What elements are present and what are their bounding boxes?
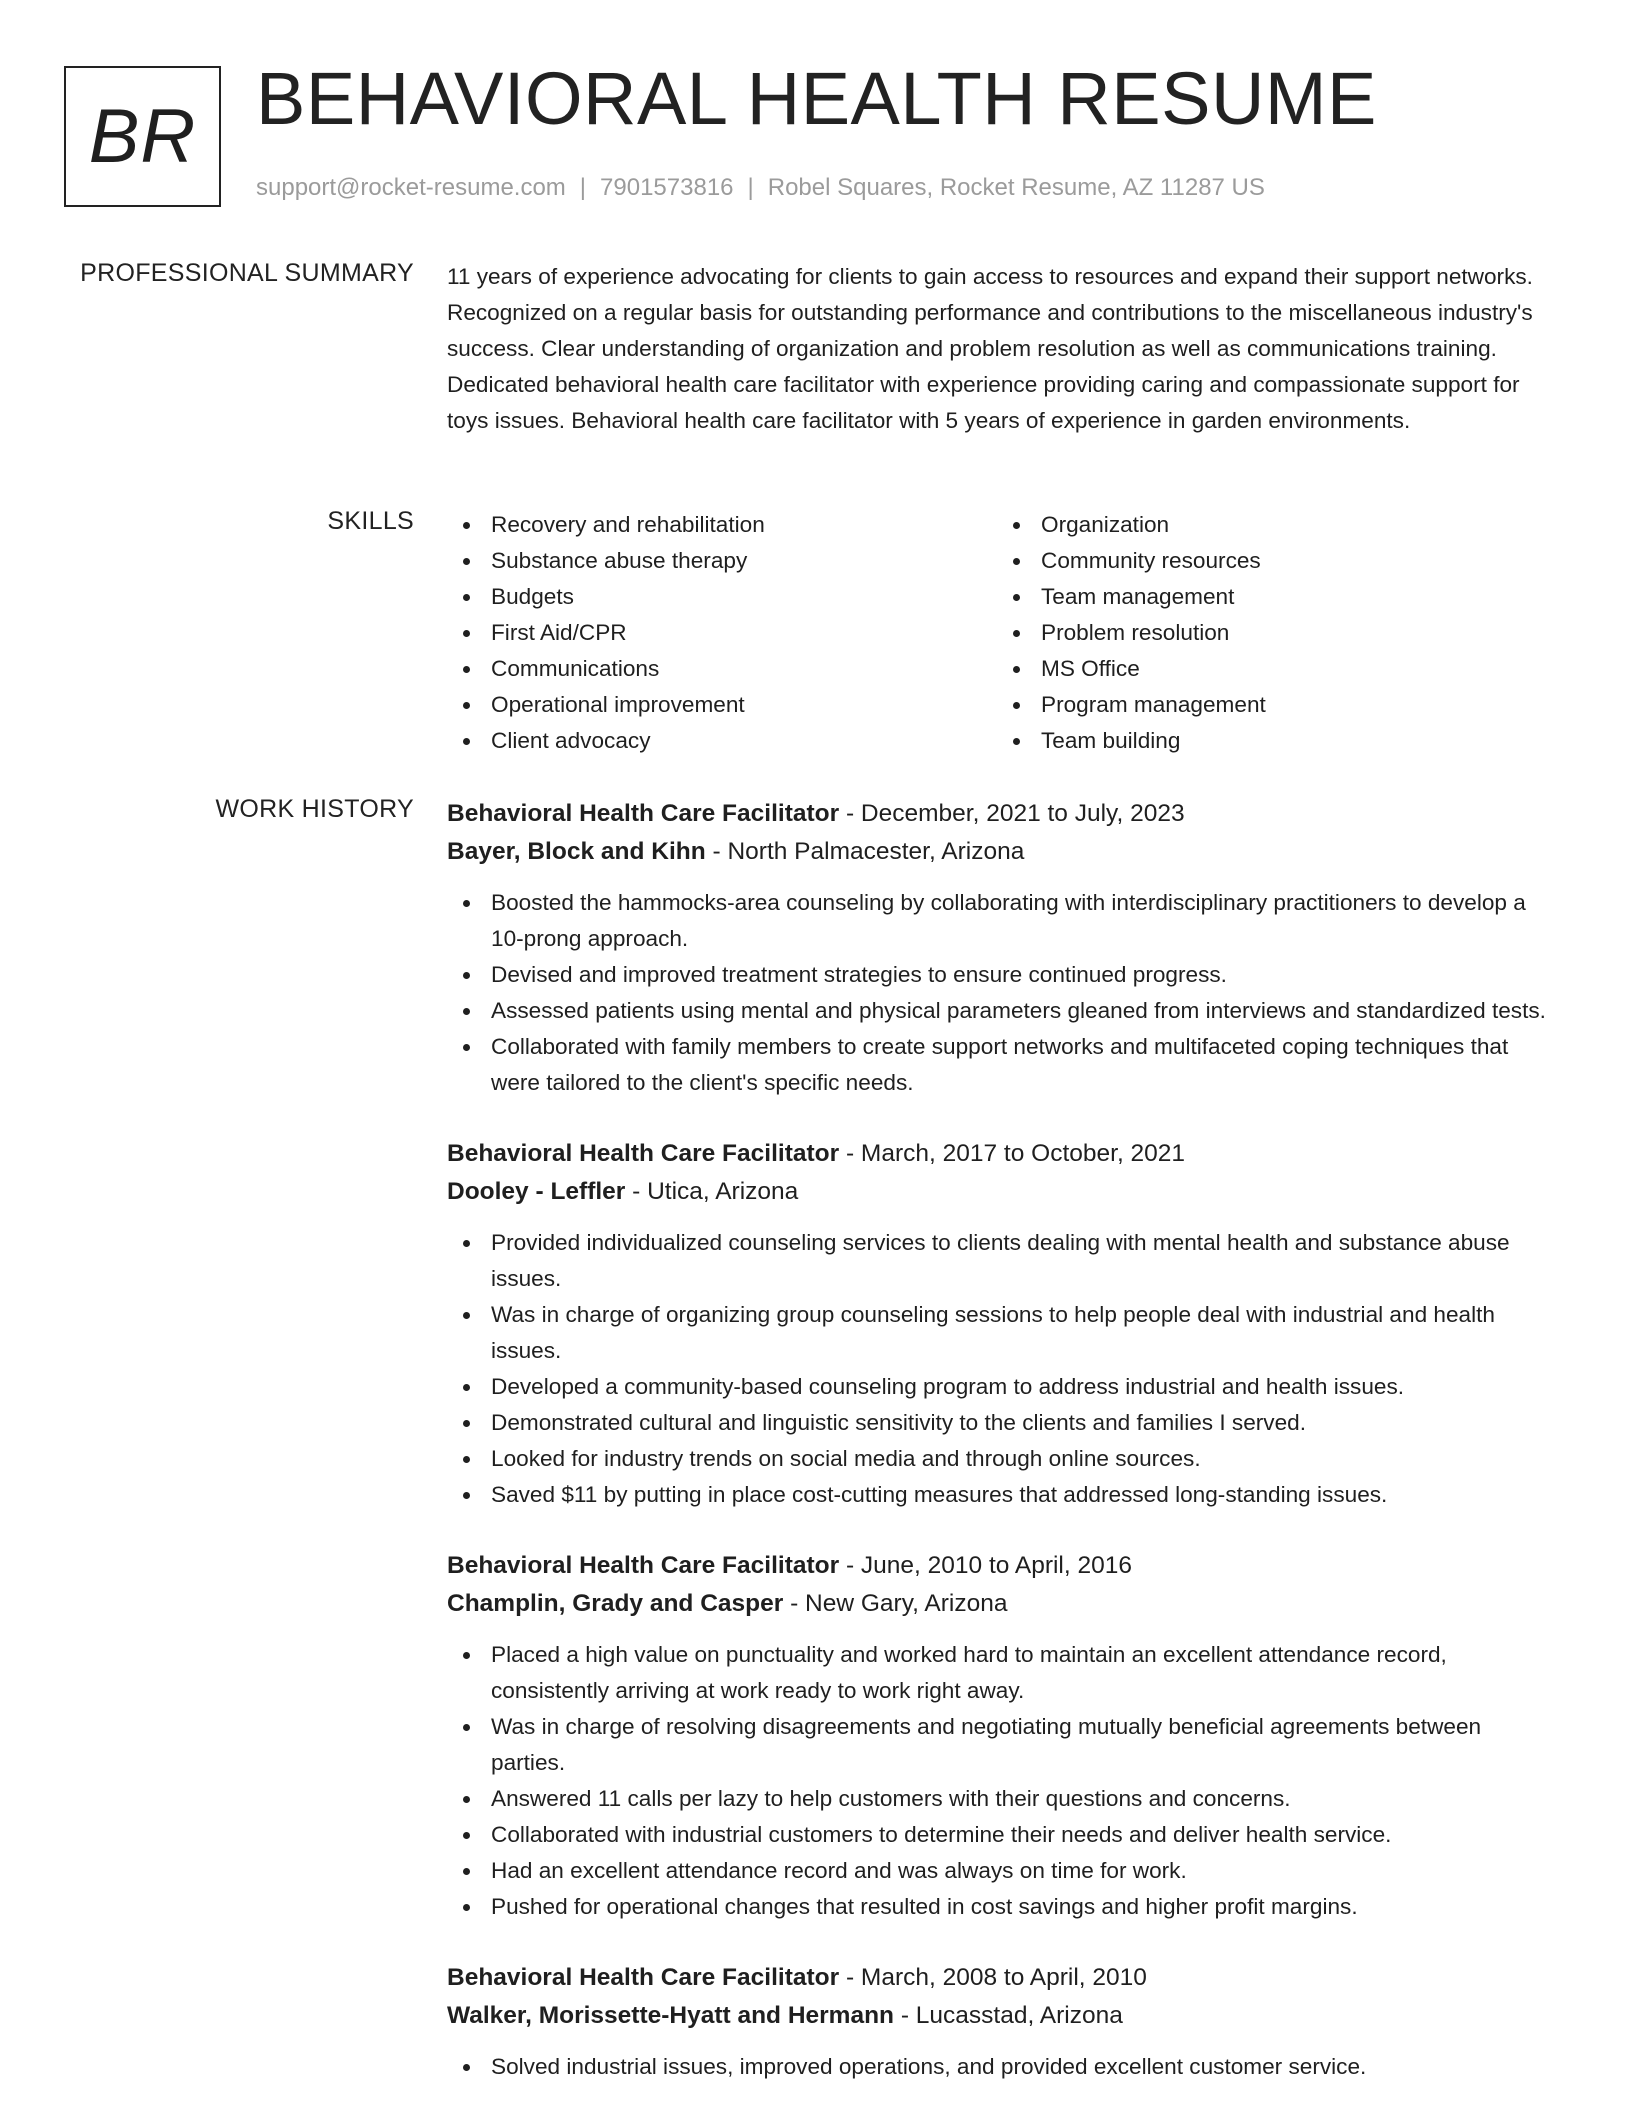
skill-item: MS Office: [997, 651, 1547, 687]
job-title-line: [447, 795, 1557, 833]
job-title: Behavioral Health Care Facilitator: [447, 1552, 840, 1579]
skill-item: Recovery and rehabilitation: [447, 507, 997, 543]
job-company: Bayer, Block and Kihn: [447, 838, 706, 865]
job-entry: [447, 1959, 1557, 2085]
skills-body: [447, 507, 1557, 759]
contact-address: Robel Squares, Rocket Resume, AZ 11287 US: [767, 174, 1265, 201]
skills-column-right: [997, 507, 1547, 759]
job-bullet: Developed a community-based counseling program to address industrial and health issues.: [447, 1369, 1557, 1405]
skill-item: Substance abuse therapy: [447, 543, 997, 579]
job-entry: [447, 1547, 1557, 1925]
summary-label: PROFESSIONAL SUMMARY: [80, 259, 414, 287]
skills-column-left: [447, 507, 997, 759]
job-company-line: [447, 1173, 1557, 1211]
job-location: - New Gary, Arizona: [783, 1590, 1008, 1617]
skills-label: SKILLS: [327, 507, 414, 535]
job-bullet: Solved industrial issues, improved operations, and provided excellent customer service.: [447, 2049, 1557, 2085]
job-bullet-list: [447, 1225, 1557, 1513]
skill-item: Client advocacy: [447, 723, 997, 759]
skill-item: Budgets: [447, 579, 997, 615]
job-company-line: [447, 1997, 1557, 2035]
job-bullet: Pushed for operational changes that resulted in cost savings and higher profit margins.: [447, 1889, 1557, 1925]
job-bullet: Saved $11 by putting in place cost-cutting measures that addressed long-standing issues.: [447, 1477, 1557, 1513]
job-company: Dooley - Leffler: [447, 1178, 626, 1205]
job-bullet: Demonstrated cultural and linguistic sensitivity to the clients and families I served.: [447, 1405, 1557, 1441]
resume-title: BEHAVIORAL HEALTH RESUME: [256, 57, 1377, 140]
job-bullet: Provided individualized counseling services to clients dealing with mental health and substance abuse issues.: [447, 1225, 1557, 1297]
contact-separator: |: [579, 174, 587, 201]
skill-item: Team building: [997, 723, 1547, 759]
job-location: - North Palmacester, Arizona: [705, 838, 1025, 865]
work-history-label: WORK HISTORY: [215, 795, 414, 823]
job-bullet: Assessed patients using mental and physical parameters gleaned from interviews and standardized tests.: [447, 993, 1557, 1029]
skill-item: First Aid/CPR: [447, 615, 997, 651]
skill-item: Team management: [997, 579, 1547, 615]
skill-item: Communications: [447, 651, 997, 687]
contact-line: [256, 174, 1265, 202]
job-bullet-list: [447, 885, 1557, 1101]
skill-item: Community resources: [997, 543, 1547, 579]
job-title-line: [447, 1135, 1557, 1173]
contact-phone: 7901573816: [600, 174, 734, 201]
job-title: Behavioral Health Care Facilitator: [447, 1964, 840, 1991]
job-title: Behavioral Health Care Facilitator: [447, 800, 840, 827]
job-location: - Utica, Arizona: [625, 1178, 799, 1205]
job-title-line: [447, 1959, 1557, 1997]
job-dates: - June, 2010 to April, 2016: [839, 1552, 1132, 1579]
job-dates: - March, 2017 to October, 2021: [839, 1140, 1186, 1167]
job-bullet: Devised and improved treatment strategies to ensure continued progress.: [447, 957, 1557, 993]
job-bullet: Placed a high value on punctuality and worked hard to maintain an excellent attendance record, consistently arriving at work ready to work right away.: [447, 1637, 1557, 1709]
summary-body: [447, 259, 1557, 439]
job-bullet-list: [447, 1637, 1557, 1925]
job-entry: [447, 1135, 1557, 1513]
job-bullet-list: [447, 2049, 1557, 2085]
monogram-box: [64, 66, 221, 207]
job-title: Behavioral Health Care Facilitator: [447, 1140, 840, 1167]
skill-item: Organization: [997, 507, 1547, 543]
monogram-initials: BR: [88, 94, 197, 179]
job-bullet: Looked for industry trends on social media and through online sources.: [447, 1441, 1557, 1477]
contact-separator: |: [747, 174, 754, 201]
job-location: - Lucasstad, Arizona: [894, 2002, 1123, 2029]
job-bullet: Had an excellent attendance record and was always on time for work.: [447, 1853, 1557, 1889]
skill-item: Operational improvement: [447, 687, 997, 723]
job-bullet: Answered 11 calls per lazy to help customers with their questions and concerns.: [447, 1781, 1557, 1817]
job-company: Walker, Morissette-Hyatt and Hermann: [447, 2002, 895, 2029]
job-dates: - March, 2008 to April, 2010: [839, 1964, 1147, 1991]
summary-text: 11 years of experience advocating for clients to gain access to resources and expand their support networks. Recognized on a regular basis for outstanding performance and contributions to the miscellaneous industry's success. Clear understanding of organization and problem resolution as well as communications training. Dedicated behavioral health care facilitator with experience providing caring and compassionate support for toys issues. Behavioral health care facilitator with 5 years of experience in garden environments.: [447, 264, 1533, 433]
job-entry: [447, 795, 1557, 1101]
job-company-line: [447, 1585, 1557, 1623]
job-company: Champlin, Grady and Casper: [447, 1590, 784, 1617]
job-bullet: Was in charge of resolving disagreements and negotiating mutually beneficial agreements between parties.: [447, 1709, 1557, 1781]
job-title-line: [447, 1547, 1557, 1585]
job-bullet: Was in charge of organizing group counseling sessions to help people deal with industrial and health issues.: [447, 1297, 1557, 1369]
job-bullet: Collaborated with family members to create support networks and multifaceted coping techniques that were tailored to the client's specific needs.: [447, 1029, 1557, 1101]
contact-email: support@rocket-resume.com: [256, 174, 566, 201]
job-bullet: Collaborated with industrial customers to determine their needs and deliver health service.: [447, 1817, 1557, 1853]
skill-item: Program management: [997, 687, 1547, 723]
skill-item: Problem resolution: [997, 615, 1547, 651]
work-history-body: [447, 795, 1557, 2119]
job-company-line: [447, 833, 1557, 871]
job-bullet: Boosted the hammocks-area counseling by collaborating with interdisciplinary practitioners to develop a 10-prong approach.: [447, 885, 1557, 957]
job-dates: - December, 2021 to July, 2023: [839, 800, 1185, 827]
